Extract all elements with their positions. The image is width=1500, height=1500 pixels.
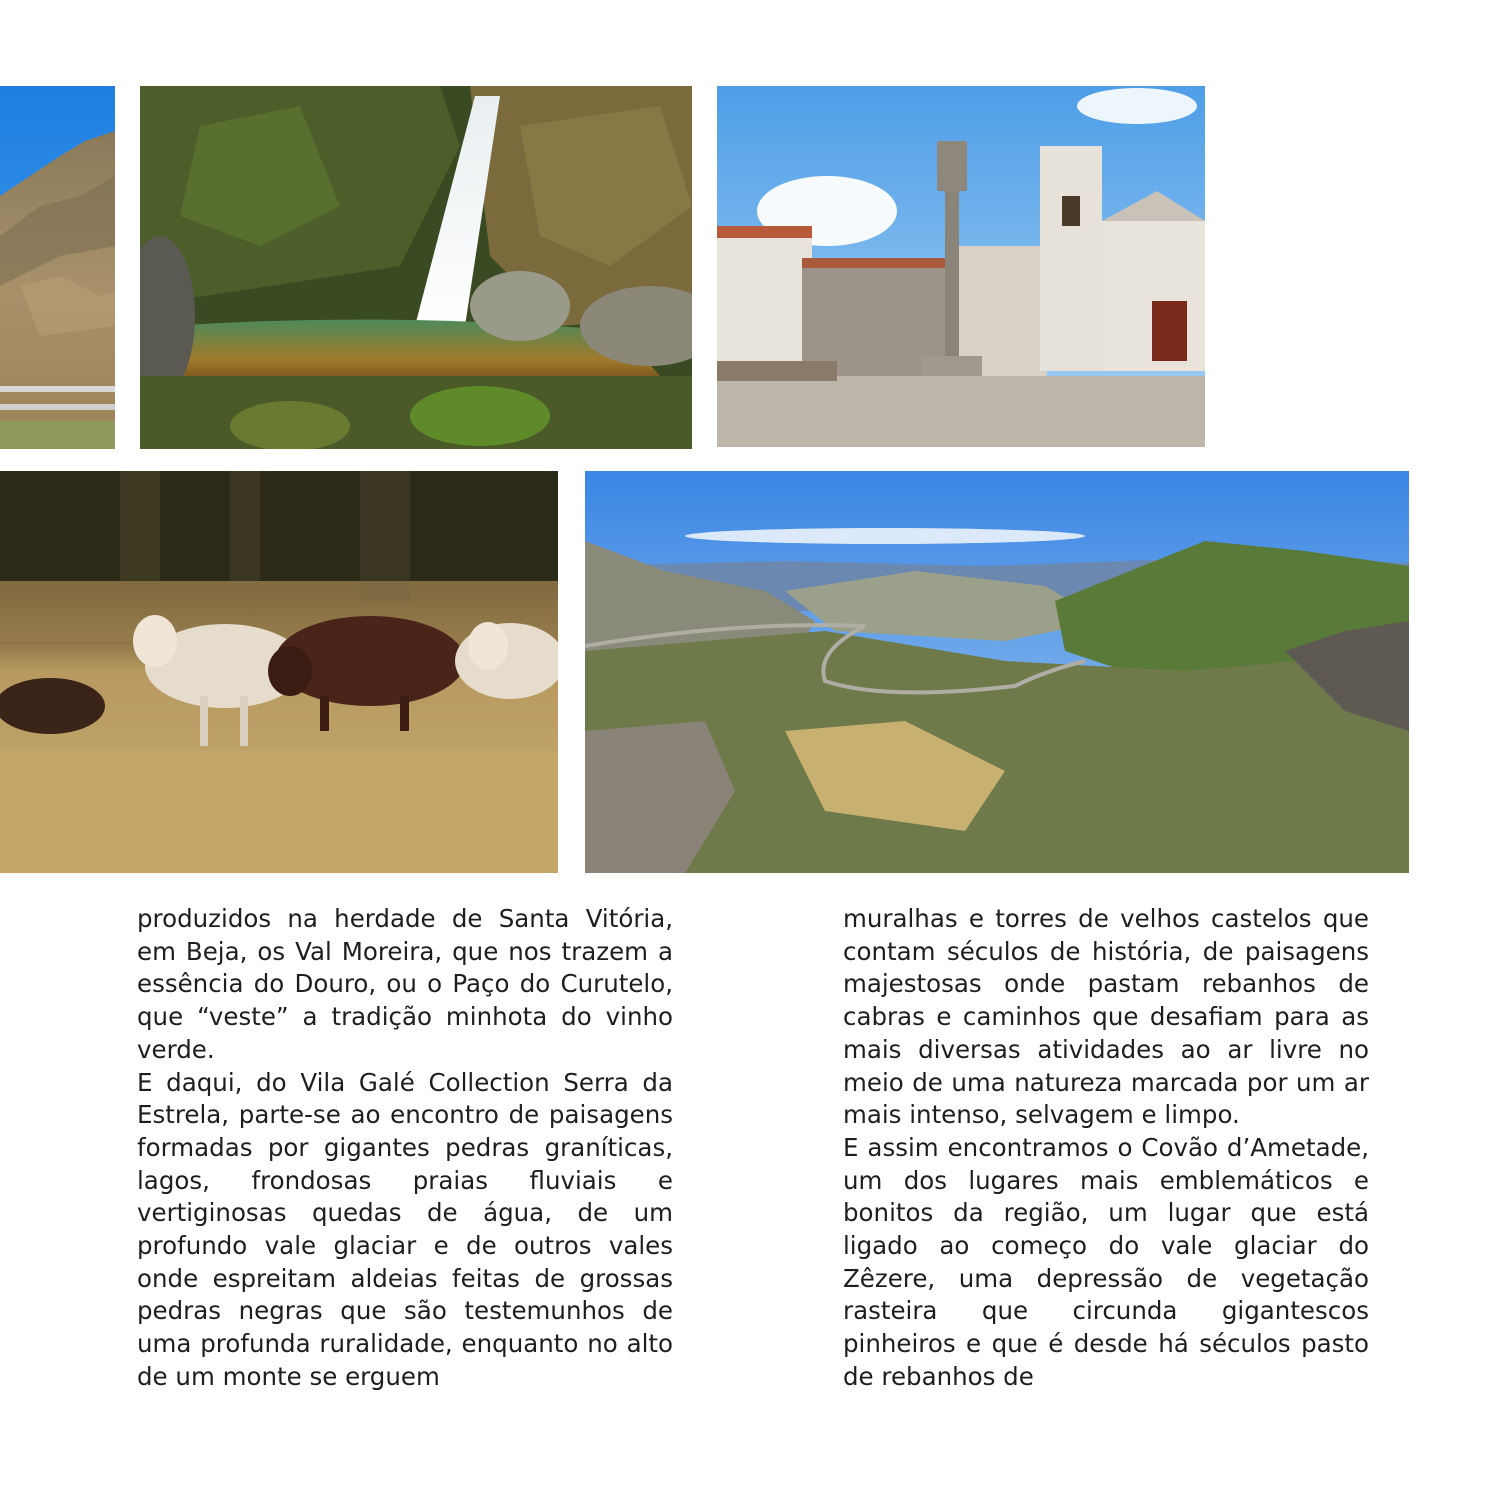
article-paragraph: E assim encontramos o Covão d’Ametade, um dos lugares mais emblemáticos e bonitos da região, um lugar que está ligado ao começo do vale glaciar do Zêzere, uma depressão de vegetação rasteira que circunda gigantescos pinheiros e que é desde há séculos pasto de rebanhos de — [843, 1132, 1369, 1391]
glacial-valley-image — [585, 471, 1409, 873]
sheep-grazing-photo — [0, 471, 558, 873]
waterfall-photo — [140, 86, 692, 449]
mountain-slope-photo — [0, 86, 115, 449]
article-paragraph: produzidos na herdade de Santa Vitória, em Beja, os Val Moreira, que nos trazem a essência do Douro, ou o Paço do Curutelo, que “veste” a tradição minhota do vinho verde. — [137, 904, 673, 1064]
article-right-column — [843, 903, 1369, 1394]
sheep-grazing-image — [0, 471, 558, 873]
waterfall-image — [140, 86, 692, 449]
glacial-valley-photo — [585, 471, 1409, 873]
mountain-slope-image — [0, 86, 115, 449]
article-paragraph: muralhas e torres de velhos castelos que contam séculos de história, de paisagens majestosas onde pastam rebanhos de cabras e caminhos que desafiam para as mais diversas atividades ao ar livre no meio de uma natureza marcada por um ar mais intenso, selvagem e limpo. — [843, 904, 1369, 1130]
article-paragraph: E daqui, do Vila Galé Collection Serra da Estrela, parte-se ao encontro de paisagens formadas por gigantes pedras graníticas, lagos, frondosas praias fluviais e vertiginosas quedas de água, de um profundo vale glaciar e de outros vales onde espreitam aldeias feitas de grossas pedras negras que são testemunhos de uma profunda ruralidade, enquanto no alto de um monte se erguem — [137, 1067, 673, 1391]
village-square-photo — [717, 86, 1205, 447]
article-left-column — [137, 903, 673, 1394]
village-square-image — [717, 86, 1205, 447]
